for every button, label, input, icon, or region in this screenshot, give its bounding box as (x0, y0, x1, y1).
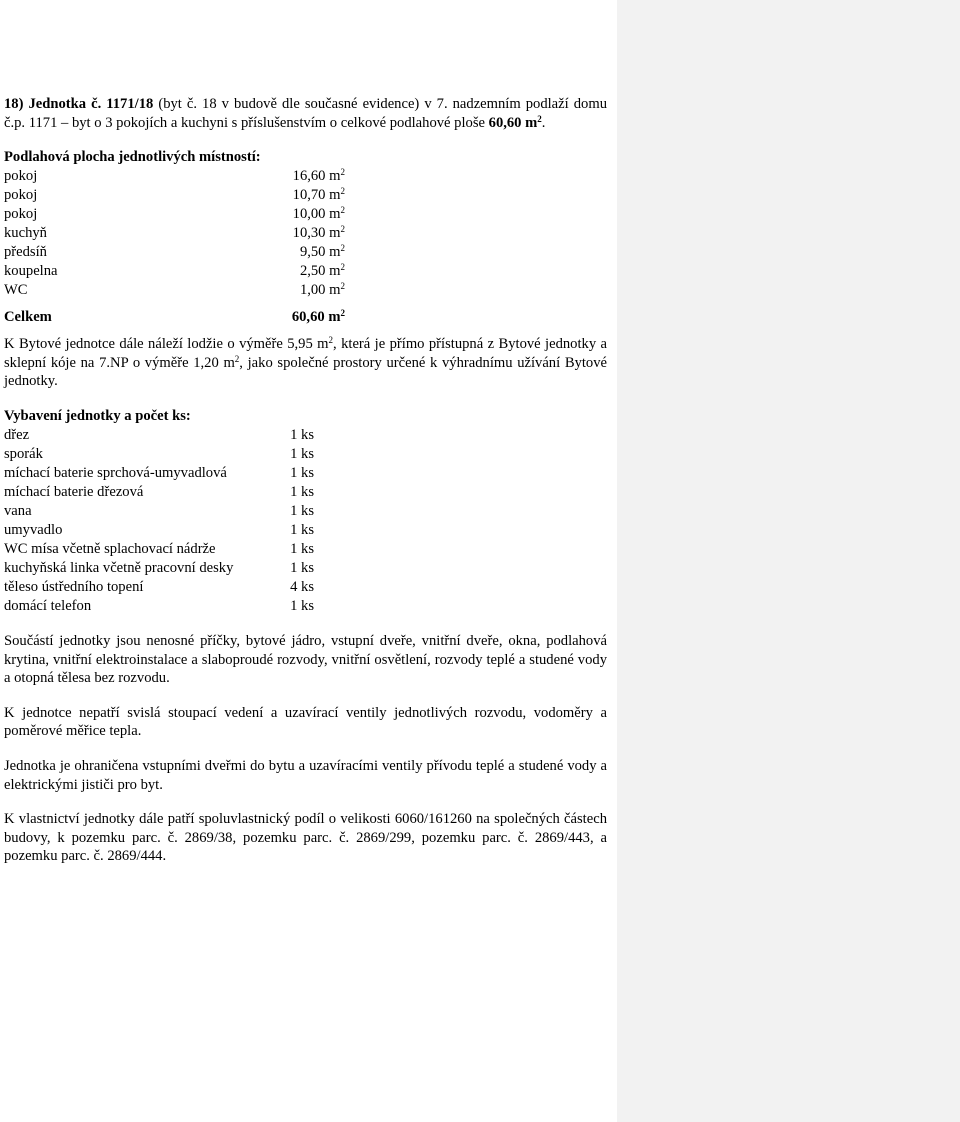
room-name: WC (4, 282, 28, 299)
equipment-name: domácí telefon (4, 597, 92, 614)
equipment-row (4, 445, 607, 464)
unit-total-area: 60,60 $m^2$ (488, 113, 542, 131)
equipment-row (4, 426, 607, 445)
equipment-row (4, 540, 607, 559)
unit-number: 18) Jednotka č. 1171/18 (4, 96, 154, 112)
equipment-count: 4 ks (290, 578, 314, 595)
room-name: koupelna (4, 263, 58, 280)
equipment-table (4, 407, 607, 616)
rooms-total-row (4, 308, 607, 327)
equipment-name: sporák (4, 445, 43, 462)
equipment-name: kuchyňská linka včetně pracovní desky (4, 559, 234, 576)
room-area: 10,00 $m^2$ (292, 205, 345, 223)
equipment-row (4, 521, 607, 540)
equipment-name: míchací baterie dřezová (4, 483, 144, 500)
equipment-count: 1 ks (290, 483, 314, 500)
room-row (4, 186, 607, 205)
room-name: předsíň (4, 244, 47, 261)
equipment-count: 1 ks (290, 521, 314, 538)
equipment-name: míchací baterie sprchová-umyvadlová (4, 464, 227, 481)
equipment-name: WC mísa včetně splachovací nádrže (4, 540, 216, 557)
rooms-total-label: Celkem (4, 309, 52, 326)
equipment-count: 1 ks (290, 464, 314, 481)
room-row (4, 167, 607, 186)
equipment-row (4, 578, 607, 597)
unit-header: 18) Jednotka č. 1171/18 (byt č. 18 v budově dle současné evidence) v 7. nadzemním podlaží domu č.p. 1171 – byt o 3 pokojích a kuchyni s příslušenstvím o celkové podlahové ploše 60,60 $m^2$. (4, 96, 607, 131)
equipment-count: 1 ks (290, 559, 314, 576)
equipment-count: 1 ks (290, 445, 314, 462)
room-name: kuchyň (4, 225, 47, 242)
ownership-paragraph: K vlastnictví jednotky dále patří spoluvlastnický podíl o velikosti 6060/161260 na společných částech budovy, k pozemku parc. č. 2869/38, pozemku parc. č. 2869/299, pozemku parc. č. 2869/443, a pozemku parc. č. 2869/444. (4, 811, 607, 865)
room-area: 9,50 $m^2$ (299, 243, 345, 261)
equipment-name: vana (4, 502, 32, 519)
room-area: 10,70 $m^2$ (292, 186, 345, 204)
room-area: 2,50 $m^2$ (299, 262, 345, 280)
equipment-name: umyvadlo (4, 521, 63, 538)
components-paragraph: Součástí jednotky jsou nenosné příčky, bytové jádro, vstupní dveře, vnitřní dveře, okna, podlahová krytina, vnitřní elektroinstalace a slaboproudé rozvody, vnitřní osvětlení, rozvody teplé a studené vody a otopná tělesa bez rozvodu. (4, 632, 607, 687)
equipment-name: těleso ústředního topení (4, 578, 144, 595)
room-area: 10,30 $m^2$ (292, 224, 345, 242)
room-name: pokoj (4, 206, 38, 223)
unit-header-line1: (byt č. 18 v budově dle současné evidence) v 7. nadzemním podlaží (153, 96, 569, 112)
equipment-name: dřez (4, 426, 30, 443)
right-margin-panel (617, 0, 960, 1122)
equipment-row (4, 597, 607, 616)
room-row (4, 243, 607, 262)
equipment-count: 1 ks (290, 540, 314, 557)
loggia-paragraph: K Bytové jednotce dále náleží lodžie o výměře 5,95 $m^2$, která je přímo přístupná z Bytové jednotky a sklepní kóje na 7.NP o výměře 1,20 $m^2$, jako společné prostory určené k výhradnímu užívání Bytové jednotky. (4, 335, 608, 390)
room-row (4, 281, 607, 300)
equipment-row (4, 464, 607, 483)
equipment-heading: Vybavení jednotky a počet ks: (4, 407, 191, 424)
room-area: 16,60 $m^2$ (292, 167, 345, 185)
unit-header-line2: domu č.p. 1171 – byt o 3 pokojích a kuchyni s příslušenstvím o celkové podlahové ploše (4, 96, 607, 131)
excluded-paragraph: K jednotce nepatří svislá stoupací vedení a uzavírací ventily jednotlivých rozvodu, vodoměry a poměrové měřice tepla. (4, 704, 607, 740)
room-row (4, 205, 607, 224)
room-area-table (4, 148, 607, 327)
equipment-count: 1 ks (290, 597, 314, 614)
equipment-count: 1 ks (290, 502, 314, 519)
equipment-count: 1 ks (290, 426, 314, 443)
document-content (4, 95, 607, 866)
rooms-total-value: 60,60 $m^2$ (291, 308, 345, 326)
rooms-heading: Podlahová plocha jednotlivých místností: (4, 149, 261, 166)
equipment-row (4, 483, 607, 502)
boundary-paragraph: Jednotka je ohraničena vstupními dveřmi do bytu a uzavíracími ventily přívodu teplé a studené vody a elektrickými jističi pro byt. (4, 757, 607, 793)
room-name: pokoj (4, 168, 38, 185)
room-area: 1,00 $m^2$ (299, 281, 345, 299)
equipment-row (4, 502, 607, 521)
equipment-row (4, 559, 607, 578)
room-row (4, 224, 607, 243)
room-row (4, 262, 607, 281)
room-name: pokoj (4, 187, 38, 204)
